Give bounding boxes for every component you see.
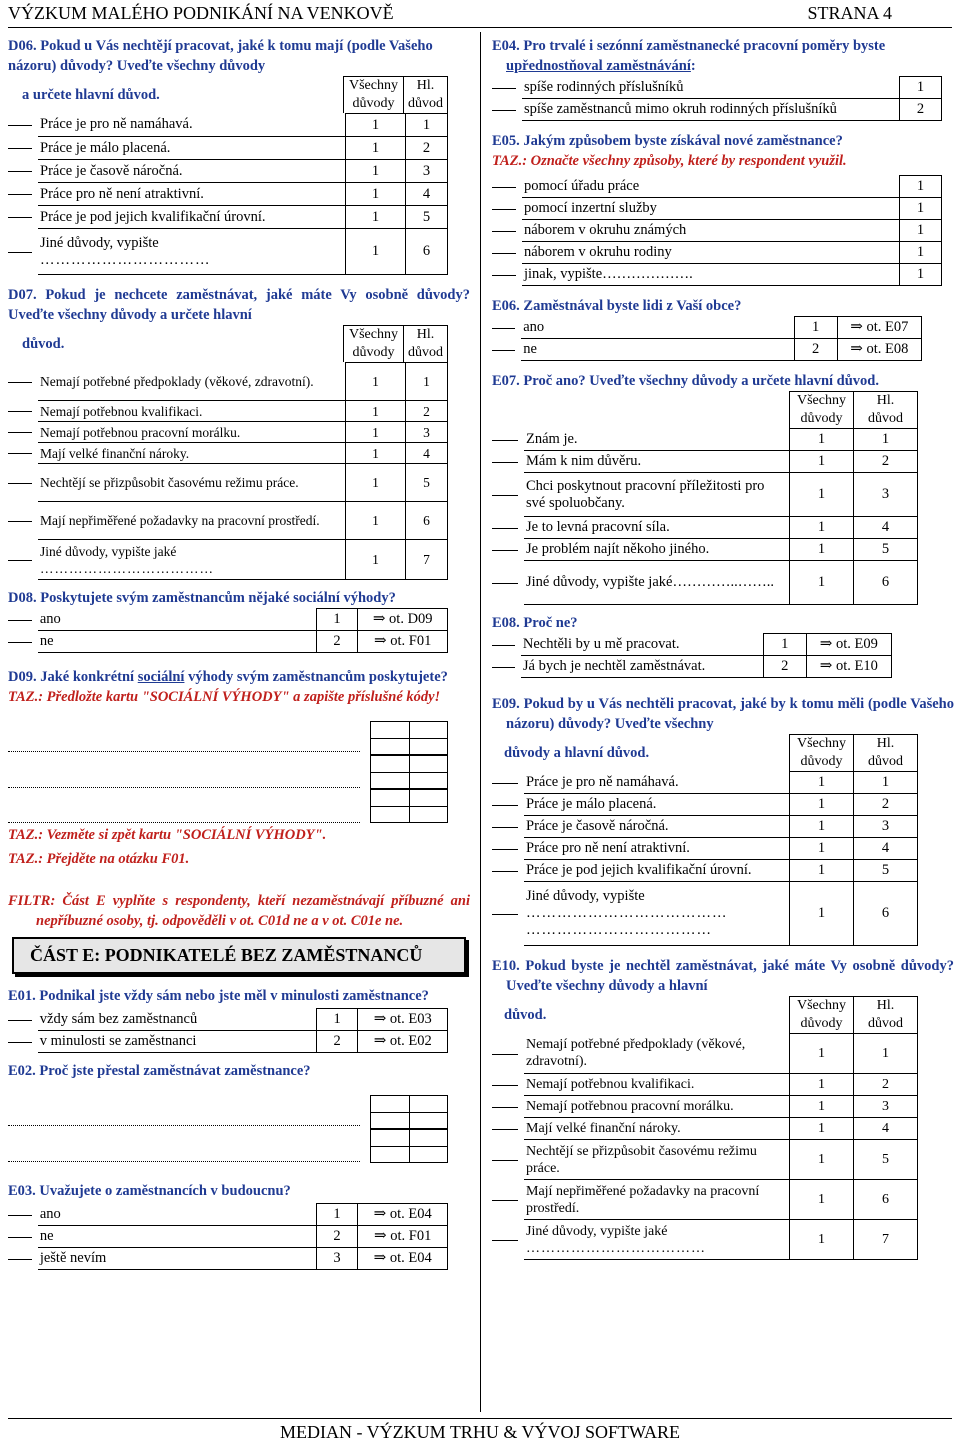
option-label: Nemají potřebnou kvalifikaci. (524, 1074, 790, 1096)
code-all[interactable]: 1 (790, 1140, 854, 1180)
skip-instruction: ⇒ ot. E10 (806, 656, 891, 678)
code-all[interactable]: 1 (346, 464, 406, 502)
option-table (8, 1008, 448, 1053)
option-label-other: Jiné důvody, vypište jaké ……………………………… (38, 540, 346, 580)
code-all[interactable]: 1 (346, 401, 406, 422)
option-label: Já bych je nechtěl zaměstnávat. (521, 656, 764, 678)
code-main[interactable]: 1 (854, 1034, 918, 1074)
code[interactable]: 1 (900, 198, 942, 220)
option-label: Nemají potřebnou kvalifikaci. (38, 401, 346, 422)
code[interactable]: 2 (900, 99, 942, 121)
option-label: Je to levná pracovní síla. (524, 517, 790, 539)
option-label: Práce je málo placená. (524, 794, 790, 816)
code-all[interactable]: 1 (790, 794, 854, 816)
code-main[interactable]: 6 (854, 561, 918, 605)
question-text: D09. Jaké konkrétní sociální výhody svým zaměstnancům poskytujete? (8, 669, 448, 685)
question-e09 (492, 694, 954, 946)
code-all[interactable]: 1 (790, 1074, 854, 1096)
option-label: Práce pro ně není atraktivní. (38, 183, 346, 206)
header-title: VÝZKUM MALÉHO PODNIKÁNÍ NA VENKOVĚ (8, 3, 394, 23)
option-label: Mám k nim důvěru. (524, 451, 790, 473)
skip-instruction: ⇒ ot. E03 (358, 1009, 448, 1031)
code-main[interactable]: 5 (854, 539, 918, 561)
answer-table (492, 996, 918, 1033)
code-main[interactable]: 3 (854, 473, 918, 517)
code-main[interactable]: 2 (854, 794, 918, 816)
code-main[interactable]: 2 (406, 137, 448, 160)
page-header (8, 0, 952, 28)
option-label: Práce je pod jejich kvalifikační úrovní. (38, 206, 346, 229)
col-header-main: Hl. důvod (404, 77, 448, 114)
option-label: Je problém najít někoho jiného. (524, 539, 790, 561)
code-main[interactable]: 1 (854, 429, 918, 451)
code-main[interactable]: 3 (406, 160, 448, 183)
option-label: vždy sám bez zaměstnanců (38, 1009, 316, 1031)
option-table (492, 771, 918, 946)
column-divider (480, 32, 481, 1412)
filter-instruction: FILTR: Část E vyplňte s respondenty, kteří nezaměstnávají příbuzné ani nepříbuzné osoby, tj. odpověděli v ot. C01d ne a v ot. C01e ne. (8, 893, 470, 929)
code-main[interactable]: 6 (406, 229, 448, 275)
question-d09 (8, 667, 470, 869)
option-label: Nechtějí se přizpůsobit časovému režimu práce. (38, 464, 346, 502)
question-text: E01. Podnikal jste vždy sám nebo jste měl v minulosti zaměstnance? (8, 988, 429, 1004)
option-label: jinak, vypište………………. (522, 264, 900, 286)
question-text: E04. Pro trvalé i sezónní zaměstnanecké pracovní poměry byste upřednostňoval zaměstnávání: (492, 38, 886, 74)
code-main[interactable]: 1 (406, 363, 448, 401)
skip-instruction: ⇒ ot. F01 (358, 631, 448, 653)
code-all[interactable]: 1 (346, 363, 406, 401)
option-label: náborem v okruhu rodiny (522, 242, 900, 264)
code-all[interactable]: 1 (790, 772, 854, 794)
code-main[interactable]: 2 (854, 1074, 918, 1096)
option-label: Nemají potřebné předpoklady (věkové, zdravotní). (38, 363, 346, 401)
option-label: Práce je pro ně namáhavá. (524, 772, 790, 794)
code-main[interactable]: 7 (854, 1220, 918, 1260)
skip-instruction: ⇒ ot. E02 (358, 1031, 448, 1053)
code-main[interactable]: 5 (406, 206, 448, 229)
answer-area[interactable] (8, 1081, 470, 1167)
code-all[interactable]: 1 (346, 206, 406, 229)
option-label-other: Jiné důvody, vypište jaké…………..…….. (524, 561, 790, 605)
code[interactable]: 2 (763, 656, 806, 678)
code-all[interactable]: 1 (790, 561, 854, 605)
option-label: Nemají potřebné předpoklady (věkové, zdravotní). (524, 1034, 790, 1074)
code[interactable]: 1 (316, 1204, 358, 1226)
question-d08 (8, 588, 470, 653)
option-label: Nemají potřebnou pracovní morálku. (38, 422, 346, 443)
question-e01 (8, 986, 470, 1053)
code-all[interactable]: 1 (346, 502, 406, 540)
code-all[interactable]: 1 (346, 540, 406, 580)
option-label: Nemají potřebnou pracovní morálku. (524, 1096, 790, 1118)
option-label-other: Jiné důvody, vypište ………………………………… ……………………………… (524, 882, 790, 946)
interviewer-instruction: TAZ.: Označte všechny způsoby, které by respondent využil. (492, 153, 847, 169)
interviewer-instruction: TAZ.: Přejděte na otázku F01. (8, 851, 190, 867)
code-main[interactable]: 4 (854, 517, 918, 539)
option-label: Nechtěli by u mě pracovat. (521, 634, 764, 656)
option-label: ještě nevím (38, 1248, 316, 1270)
question-text: E06. Zaměstnával byste lidi z Vaší obce? (492, 298, 742, 314)
question-text-end: důvod. (504, 1006, 547, 1023)
page-number: STRANA 4 (807, 3, 892, 23)
code[interactable]: 2 (794, 339, 837, 361)
code-all[interactable]: 1 (790, 838, 854, 860)
option-label: Chci poskytnout pracovní příležitosti pro své spoluobčany. (524, 473, 790, 517)
code-all[interactable]: 1 (790, 517, 854, 539)
question-text: E10. Pokud byste je nechtěl zaměstnávat, jaké máte Vy osobně důvody? Uveďte všechny důvody a hlavní (492, 958, 954, 994)
code-all[interactable]: 1 (790, 539, 854, 561)
option-label: náborem v okruhu známých (522, 220, 900, 242)
option-label: pomocí inzertní služby (522, 198, 900, 220)
question-text-end: důvod. (22, 335, 65, 352)
interviewer-instruction: TAZ.: Předložte kartu "SOCIÁLNÍ VÝHODY" a zapište příslušné kódy! (8, 689, 441, 705)
option-label: Mají velké finanční nároky. (38, 443, 346, 464)
option-label: ano (38, 1204, 316, 1226)
option-label-other: Jiné důvody, vypište …………………………… (38, 229, 346, 275)
option-table (8, 1203, 448, 1270)
option-table (492, 316, 922, 361)
col-header-main: Hl. důvod (854, 735, 918, 772)
skip-instruction: ⇒ ot. E07 (837, 317, 921, 339)
question-text: D07. Pokud je nechcete zaměstnávat, jaké máte Vy osobně důvody? Uveďte všechny důvody a určete hlavní (8, 287, 470, 323)
code-all[interactable]: 1 (790, 816, 854, 838)
col-header-main: Hl. důvod (854, 997, 918, 1034)
code[interactable]: 1 (900, 264, 942, 286)
skip-instruction: ⇒ ot. F01 (358, 1226, 448, 1248)
option-label: Práce je časově náročná. (524, 816, 790, 838)
code[interactable]: 2 (316, 1226, 358, 1248)
answer-table (8, 76, 448, 113)
question-text: E08. Proč ne? (492, 615, 578, 631)
code-all[interactable]: 1 (346, 229, 406, 275)
question-text: E02. Proč jste přestal zaměstnávat zaměstnance? (8, 1063, 311, 1079)
col-header-all: Všechny důvody (790, 735, 854, 772)
answer-table (492, 734, 918, 771)
option-label: spíše zaměstnanců mimo okruh rodinných příslušníků (522, 99, 900, 121)
skip-instruction: ⇒ ot. E04 (358, 1248, 448, 1270)
code-main[interactable]: 4 (406, 443, 448, 464)
question-text: E03. Uvažujete o zaměstnancích v budoucnu? (8, 1183, 291, 1199)
question-e08 (492, 613, 954, 678)
code-main[interactable]: 3 (854, 1096, 918, 1118)
code-all[interactable]: 1 (790, 882, 854, 946)
option-label: ano (38, 609, 316, 631)
col-header-all: Všechny důvody (344, 77, 404, 114)
code-all[interactable]: 1 (790, 1034, 854, 1074)
code-all[interactable]: 1 (790, 1180, 854, 1220)
question-text: E07. Proč ano? Uveďte všechny důvody a určete hlavní důvod. (492, 373, 879, 389)
option-table (8, 362, 448, 580)
left-column (8, 36, 470, 1270)
question-e04 (492, 36, 954, 121)
code-main[interactable]: 5 (854, 1140, 918, 1180)
option-label: ne (38, 1226, 316, 1248)
question-text: E05. Jakým způsobem byste získával nové zaměstnance? (492, 133, 843, 149)
option-label: Práce je časově náročná. (38, 160, 346, 183)
code-main[interactable]: 2 (854, 451, 918, 473)
code-main[interactable]: 6 (406, 502, 448, 540)
skip-instruction: ⇒ ot. E08 (837, 339, 921, 361)
code[interactable]: 2 (316, 1031, 358, 1053)
code-all[interactable]: 1 (790, 1118, 854, 1140)
option-label: Práce je málo placená. (38, 137, 346, 160)
right-column (492, 36, 954, 1260)
skip-instruction: ⇒ ot. E09 (806, 634, 891, 656)
code-all[interactable]: 1 (790, 1220, 854, 1260)
option-label: Práce je pro ně namáhavá. (38, 114, 346, 137)
code-main[interactable]: 4 (406, 183, 448, 206)
question-d06 (8, 36, 470, 275)
col-header-main: Hl. důvod (854, 392, 918, 429)
code-all[interactable]: 1 (346, 422, 406, 443)
skip-instruction: ⇒ ot. E04 (358, 1204, 448, 1226)
code-main[interactable]: 5 (406, 464, 448, 502)
code-main[interactable]: 6 (854, 882, 918, 946)
code-main[interactable]: 4 (854, 838, 918, 860)
question-text-end: a určete hlavní důvod. (22, 86, 160, 103)
code-main[interactable]: 1 (406, 114, 448, 137)
code-all[interactable]: 1 (790, 473, 854, 517)
option-table (492, 76, 942, 121)
code-main[interactable]: 6 (854, 1180, 918, 1220)
question-e06 (492, 296, 954, 361)
col-header-all: Všechny důvody (790, 392, 854, 429)
code-all[interactable]: 1 (346, 443, 406, 464)
option-table (8, 608, 448, 653)
option-label: Mají nepřiměřené požadavky na pracovní prostředí. (38, 502, 346, 540)
option-label: spíše rodinných příslušníků (522, 77, 900, 99)
code-main[interactable]: 2 (406, 401, 448, 422)
option-label: ano (521, 317, 794, 339)
col-header-all: Všechny důvody (790, 997, 854, 1034)
code[interactable]: 1 (794, 317, 837, 339)
option-label: Mají nepřiměřené požadavky na pracovní prostředí. (524, 1180, 790, 1220)
code-all[interactable]: 1 (346, 137, 406, 160)
question-e05 (492, 131, 954, 286)
code-main[interactable]: 3 (406, 422, 448, 443)
code-main[interactable]: 7 (406, 540, 448, 580)
code[interactable]: 1 (900, 220, 942, 242)
option-table (492, 175, 942, 286)
answer-area[interactable] (8, 707, 470, 825)
question-e10 (492, 956, 954, 1260)
page-footer: MEDIAN - VÝZKUM TRHU & VÝVOJ SOFTWARE (8, 1418, 952, 1445)
col-header-main: Hl. důvod (404, 326, 448, 363)
option-label: ne (38, 631, 316, 653)
answer-table (492, 391, 918, 428)
code-main[interactable]: 3 (854, 816, 918, 838)
question-e03 (8, 1181, 470, 1270)
code-all[interactable]: 1 (346, 114, 406, 137)
answer-table (8, 325, 448, 362)
option-label: v minulosti se zaměstnanci (38, 1031, 316, 1053)
option-label: Mají velké finanční nároky. (524, 1118, 790, 1140)
code[interactable]: 1 (900, 176, 942, 198)
question-text: D06. Pokud u Vás nechtějí pracovat, jaké k tomu mají (podle Vašeho názoru) důvody? Uveďte všechny důvody (8, 38, 433, 74)
question-text-end: důvody a hlavní důvod. (504, 744, 650, 761)
code-main[interactable]: 5 (854, 860, 918, 882)
question-e02 (8, 1061, 470, 1167)
option-table (492, 1033, 918, 1260)
code[interactable]: 1 (900, 77, 942, 99)
code-all[interactable]: 1 (790, 451, 854, 473)
question-e07 (492, 371, 954, 605)
code-all[interactable]: 1 (346, 183, 406, 206)
option-table (8, 113, 448, 275)
code[interactable]: 1 (763, 634, 806, 656)
option-label: Znám je. (524, 429, 790, 451)
option-label: ne (521, 339, 794, 361)
code-all[interactable]: 1 (346, 160, 406, 183)
code-main[interactable]: 4 (854, 1118, 918, 1140)
question-text: D08. Poskytujete svým zaměstnancům nějaké sociální výhody? (8, 590, 396, 606)
option-label: pomocí úřadu práce (522, 176, 900, 198)
option-label: Nechtějí se přizpůsobit časovému režimu práce. (524, 1140, 790, 1180)
option-label: Práce je pod jejich kvalifikační úrovní. (524, 860, 790, 882)
code-main[interactable]: 1 (854, 772, 918, 794)
code-all[interactable]: 1 (790, 429, 854, 451)
code-all[interactable]: 1 (790, 1096, 854, 1118)
question-text: E09. Pokud by u Vás nechtěli pracovat, jaké by k tomu měli (podle Vašeho názoru) důvody? Uveďte všechny (492, 696, 954, 732)
option-table (492, 633, 892, 678)
question-d07 (8, 285, 470, 580)
code[interactable]: 3 (316, 1248, 358, 1270)
code-all[interactable]: 1 (790, 860, 854, 882)
code[interactable]: 1 (316, 609, 358, 631)
option-label-other: Jiné důvody, vypište jaké ……………………………… (524, 1220, 790, 1260)
code[interactable]: 2 (316, 631, 358, 653)
interviewer-instruction: TAZ.: Vezměte si zpět kartu "SOCIÁLNÍ VÝHODY". (8, 827, 327, 843)
option-label: Práce pro ně není atraktivní. (524, 838, 790, 860)
col-header-all: Všechny důvody (344, 326, 404, 363)
code[interactable]: 1 (316, 1009, 358, 1031)
skip-instruction: ⇒ ot. D09 (358, 609, 448, 631)
code[interactable]: 1 (900, 242, 942, 264)
option-table (492, 428, 918, 605)
part-e-title: ČÁST E: PODNIKATELÉ BEZ ZAMĚSTNANCŮ (12, 937, 466, 974)
